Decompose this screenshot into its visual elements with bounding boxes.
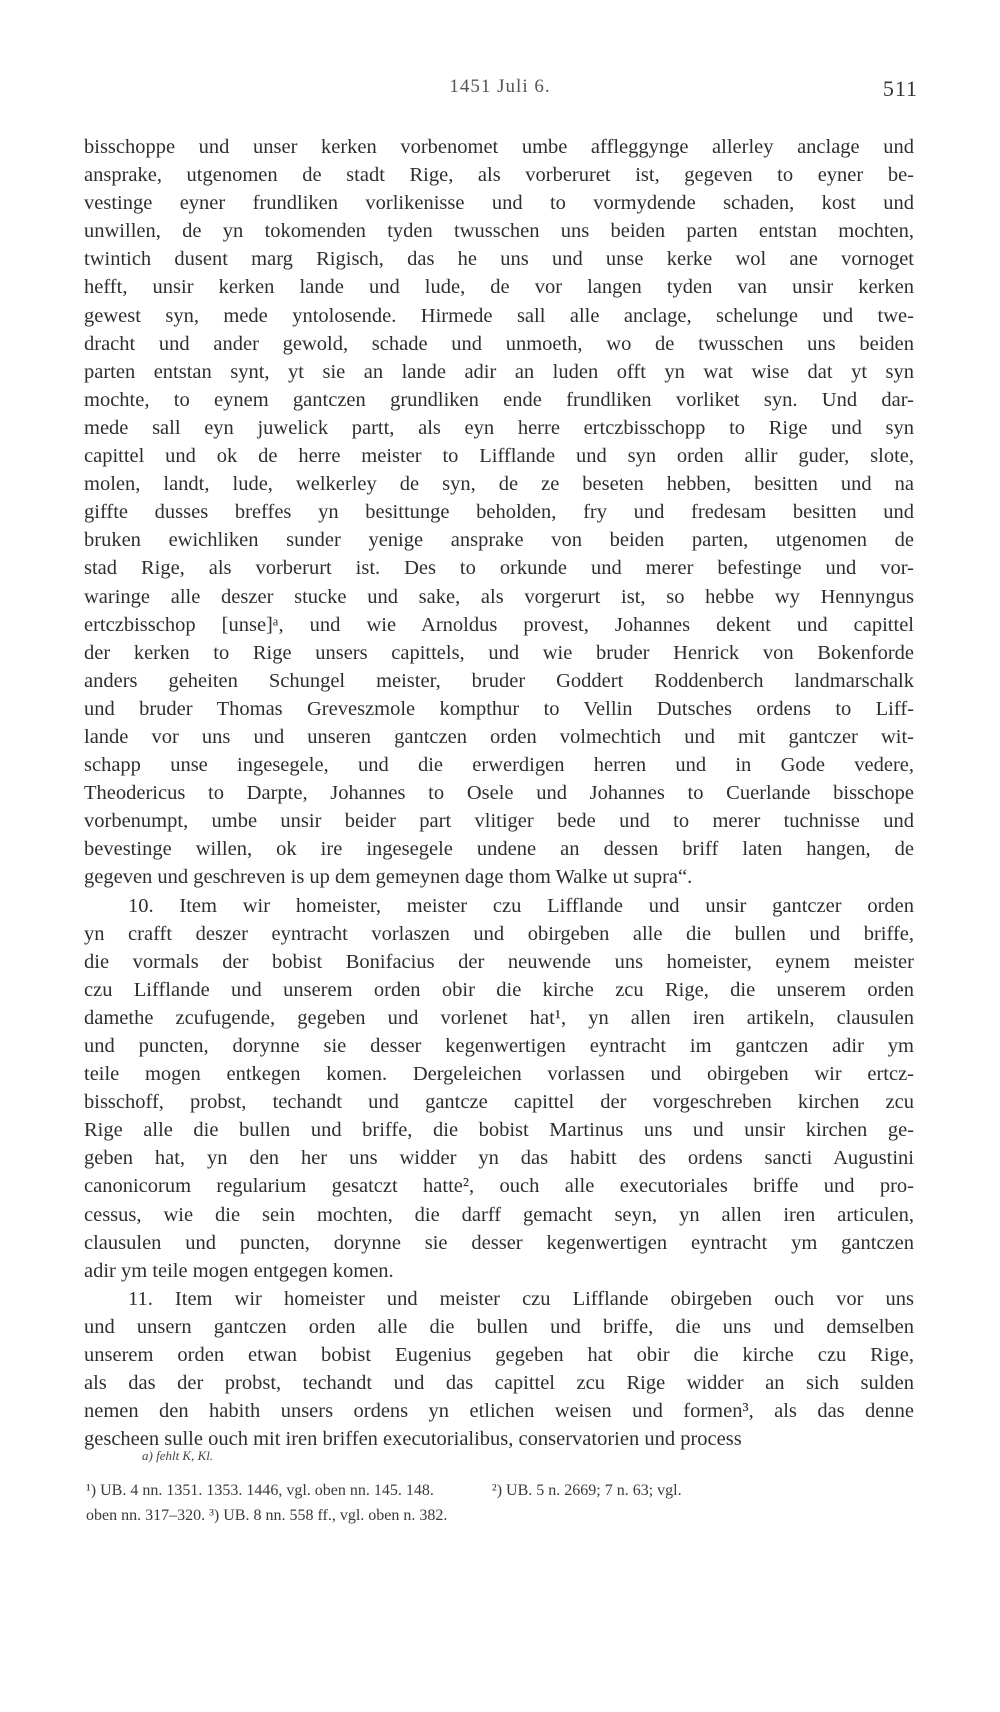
text-line: giffte dusses breffes yn besittunge beholden, fry und fredesam besitten und	[84, 501, 914, 524]
text-line: capittel und ok de herre meister to Lifflande und syn orden allir guder, slote,	[84, 445, 914, 468]
text-line: 11. Item wir homeister und meister czu Lifflande obirgeben ouch vor uns	[128, 1287, 914, 1310]
text-line: und unsern gantczen orden alle die bullen und briffe, die uns und demselben	[84, 1315, 914, 1338]
text-line: clausulen und puncten, dorynne sie desser kegenwertigen eyntracht ym gantczen	[84, 1231, 914, 1254]
footnote-1: ¹) UB. 4 nn. 1351. 1353. 1446, vgl. oben nn. 145. 148.	[86, 1482, 434, 1499]
text-line: gegeven und geschreven is up dem gemeynen dage thom Walke ut supra“.	[84, 866, 693, 889]
text-line: ansprake, utgenomen de stadt Rige, als vorberuret ist, gegeven to eyner be-	[84, 164, 914, 187]
text-line: als das der probst, techandt und das capittel zcu Rige widder an sich sulden	[84, 1372, 914, 1395]
text-line: bisschoppe und unser kerken vorbenomet umbe affleggynge allerley anclage und	[84, 136, 914, 158]
text-line: nemen den habith unsers ordens yn etlichen weisen und formen³, als das denne	[84, 1400, 914, 1423]
text-line: canonicorum regularium gesatczt hatte², ouch alle executoriales briffe und pro-	[84, 1175, 914, 1198]
textual-note: a) fehlt K, Kl.	[142, 1448, 214, 1463]
text-line: hefft, unsir kerken lande und lude, de vor langen tyden van unsir kerken	[84, 276, 914, 299]
text-line: bevestinge willen, ok ire ingesegele undene an dessen briff laten hangen, de	[84, 838, 914, 861]
footnote-2: ²) UB. 5 n. 2669; 7 n. 63; vgl.	[491, 1482, 682, 1499]
text-line: damethe zcufugende, gegeben und vorlenet hat¹, yn allen iren artikeln, clausulen	[84, 1006, 914, 1029]
text-line: anders geheiten Schungel meister, bruder Goddert Roddenberch landmarschalk	[84, 669, 914, 692]
text-line: 10. Item wir homeister, meister czu Lifflande und unsir gantczer orden	[128, 894, 914, 917]
text-line: unwillen, de yn tokomenden tyden twusschen uns beiden parten entstan mochten,	[84, 220, 914, 243]
text-line: cessus, wie die sein mochten, die darff gemacht seyn, yn allen iren articulen,	[84, 1203, 914, 1226]
text-line: gewest syn, mede yntolosende. Hirmede sall alle anclage, schelunge und twe-	[84, 304, 914, 327]
text-line: yn crafft deszer eyntracht vorlaszen und obirgeben alle die bullen und briffe,	[84, 922, 914, 945]
text-line: adir ym teile mogen entgegen komen.	[84, 1259, 394, 1282]
text-line: czu Lifflande und unserem orden obir die kirche zcu Rige, die unserem orden	[84, 978, 914, 1001]
text-line: vestinge eyner frundliken vorlikenisse und to vormydende schaden, kost und	[84, 192, 914, 215]
text-line: vorbenumpt, umbe unsir beider part vlitiger bede und to merer tuchnisse und	[84, 810, 914, 833]
text-line: bruken ewichliken sunder yenige ansprake von beiden parten, utgenomen de	[84, 529, 914, 552]
text-line: parten entstan synt, yt sie an lande adir an luden offt yn wat wise dat yt syn	[84, 360, 914, 383]
text-line: dracht und ander gewold, schade und unmoeth, wo de twusschen uns beiden	[84, 332, 914, 355]
text-line: ertczbisschop [unse]ᵃ, und wie Arnoldus provest, Johannes dekent und capittel	[84, 613, 914, 636]
footnotes	[86, 1478, 914, 1528]
text-line: Theodericus to Darpte, Johannes to Osele und Johannes to Cuerlande bisschope	[84, 782, 914, 805]
text-line: der kerken to Rige unsers capittels, und wie bruder Henrick von Bokenforde	[84, 641, 914, 664]
header-date: 1451 Juli 6.	[449, 76, 551, 97]
text-line: bisschoff, probst, techandt und gantcze capittel der vorgeschreben kirchen zcu	[84, 1091, 914, 1114]
running-header	[0, 76, 1000, 106]
text-line: teile mogen entkegen komen. Dergeleichen vorlassen und obirgeben wir ertcz-	[84, 1063, 914, 1086]
text-line: twintich dusent marg Rigisch, das he uns und unse kerke wol ane vornoget	[84, 248, 914, 271]
page-number: 511	[882, 76, 918, 101]
text-line: lande vor uns und unseren gantczen orden volmechtich und mit gantczer wit-	[84, 725, 914, 748]
text-line: waringe alle deszer stucke und sake, als vorgerurt ist, so hebbe wy Hennyngus	[84, 585, 914, 608]
text-line: und puncten, dorynne sie desser kegenwertigen eyntracht im gantczen adir ym	[84, 1035, 914, 1057]
text-line: stad Rige, als vorberurt ist. Des to orkunde und merer befestinge und vor-	[84, 557, 914, 580]
footnote-line: oben nn. 317–320. ³) UB. 8 nn. 558 ff., vgl. oben n. 382.	[86, 1507, 448, 1524]
text-line: Rige alle die bullen und briffe, die bobist Martinus uns und unsir kirchen ge-	[84, 1119, 914, 1142]
body-text	[84, 133, 914, 1453]
text-line: molen, landt, lude, welkerley de syn, de ze beseten hebben, besitten und na	[84, 473, 914, 496]
text-line: gescheen sulle ouch mit iren briffen executorialibus, conservatorien und process	[84, 1428, 742, 1451]
footnote-line	[86, 1478, 914, 1503]
text-line: die vormals der bobist Bonifacius der neuwende uns homeister, eynem meister	[84, 950, 914, 973]
text-line: mochte, to eynem gantczen grundliken ende frundliken vorliket syn. Und dar-	[84, 388, 914, 411]
text-line: mede sall eyn juwelick partt, als eyn herre ertczbisschopp to Rige und syn	[84, 416, 914, 439]
text-line: unserem orden etwan bobist Eugenius gegeben hat obir die kirche czu Rige,	[84, 1344, 914, 1367]
text-line: geben hat, yn den her uns widder yn das habitt des ordens sancti Augustini	[84, 1147, 914, 1170]
text-line: und bruder Thomas Greveszmole kompthur to Vellin Dutsches ordens to Liff-	[84, 697, 914, 720]
text-line: schapp unse ingesegele, und die erwerdigen herren und in Gode vedere,	[84, 754, 914, 777]
